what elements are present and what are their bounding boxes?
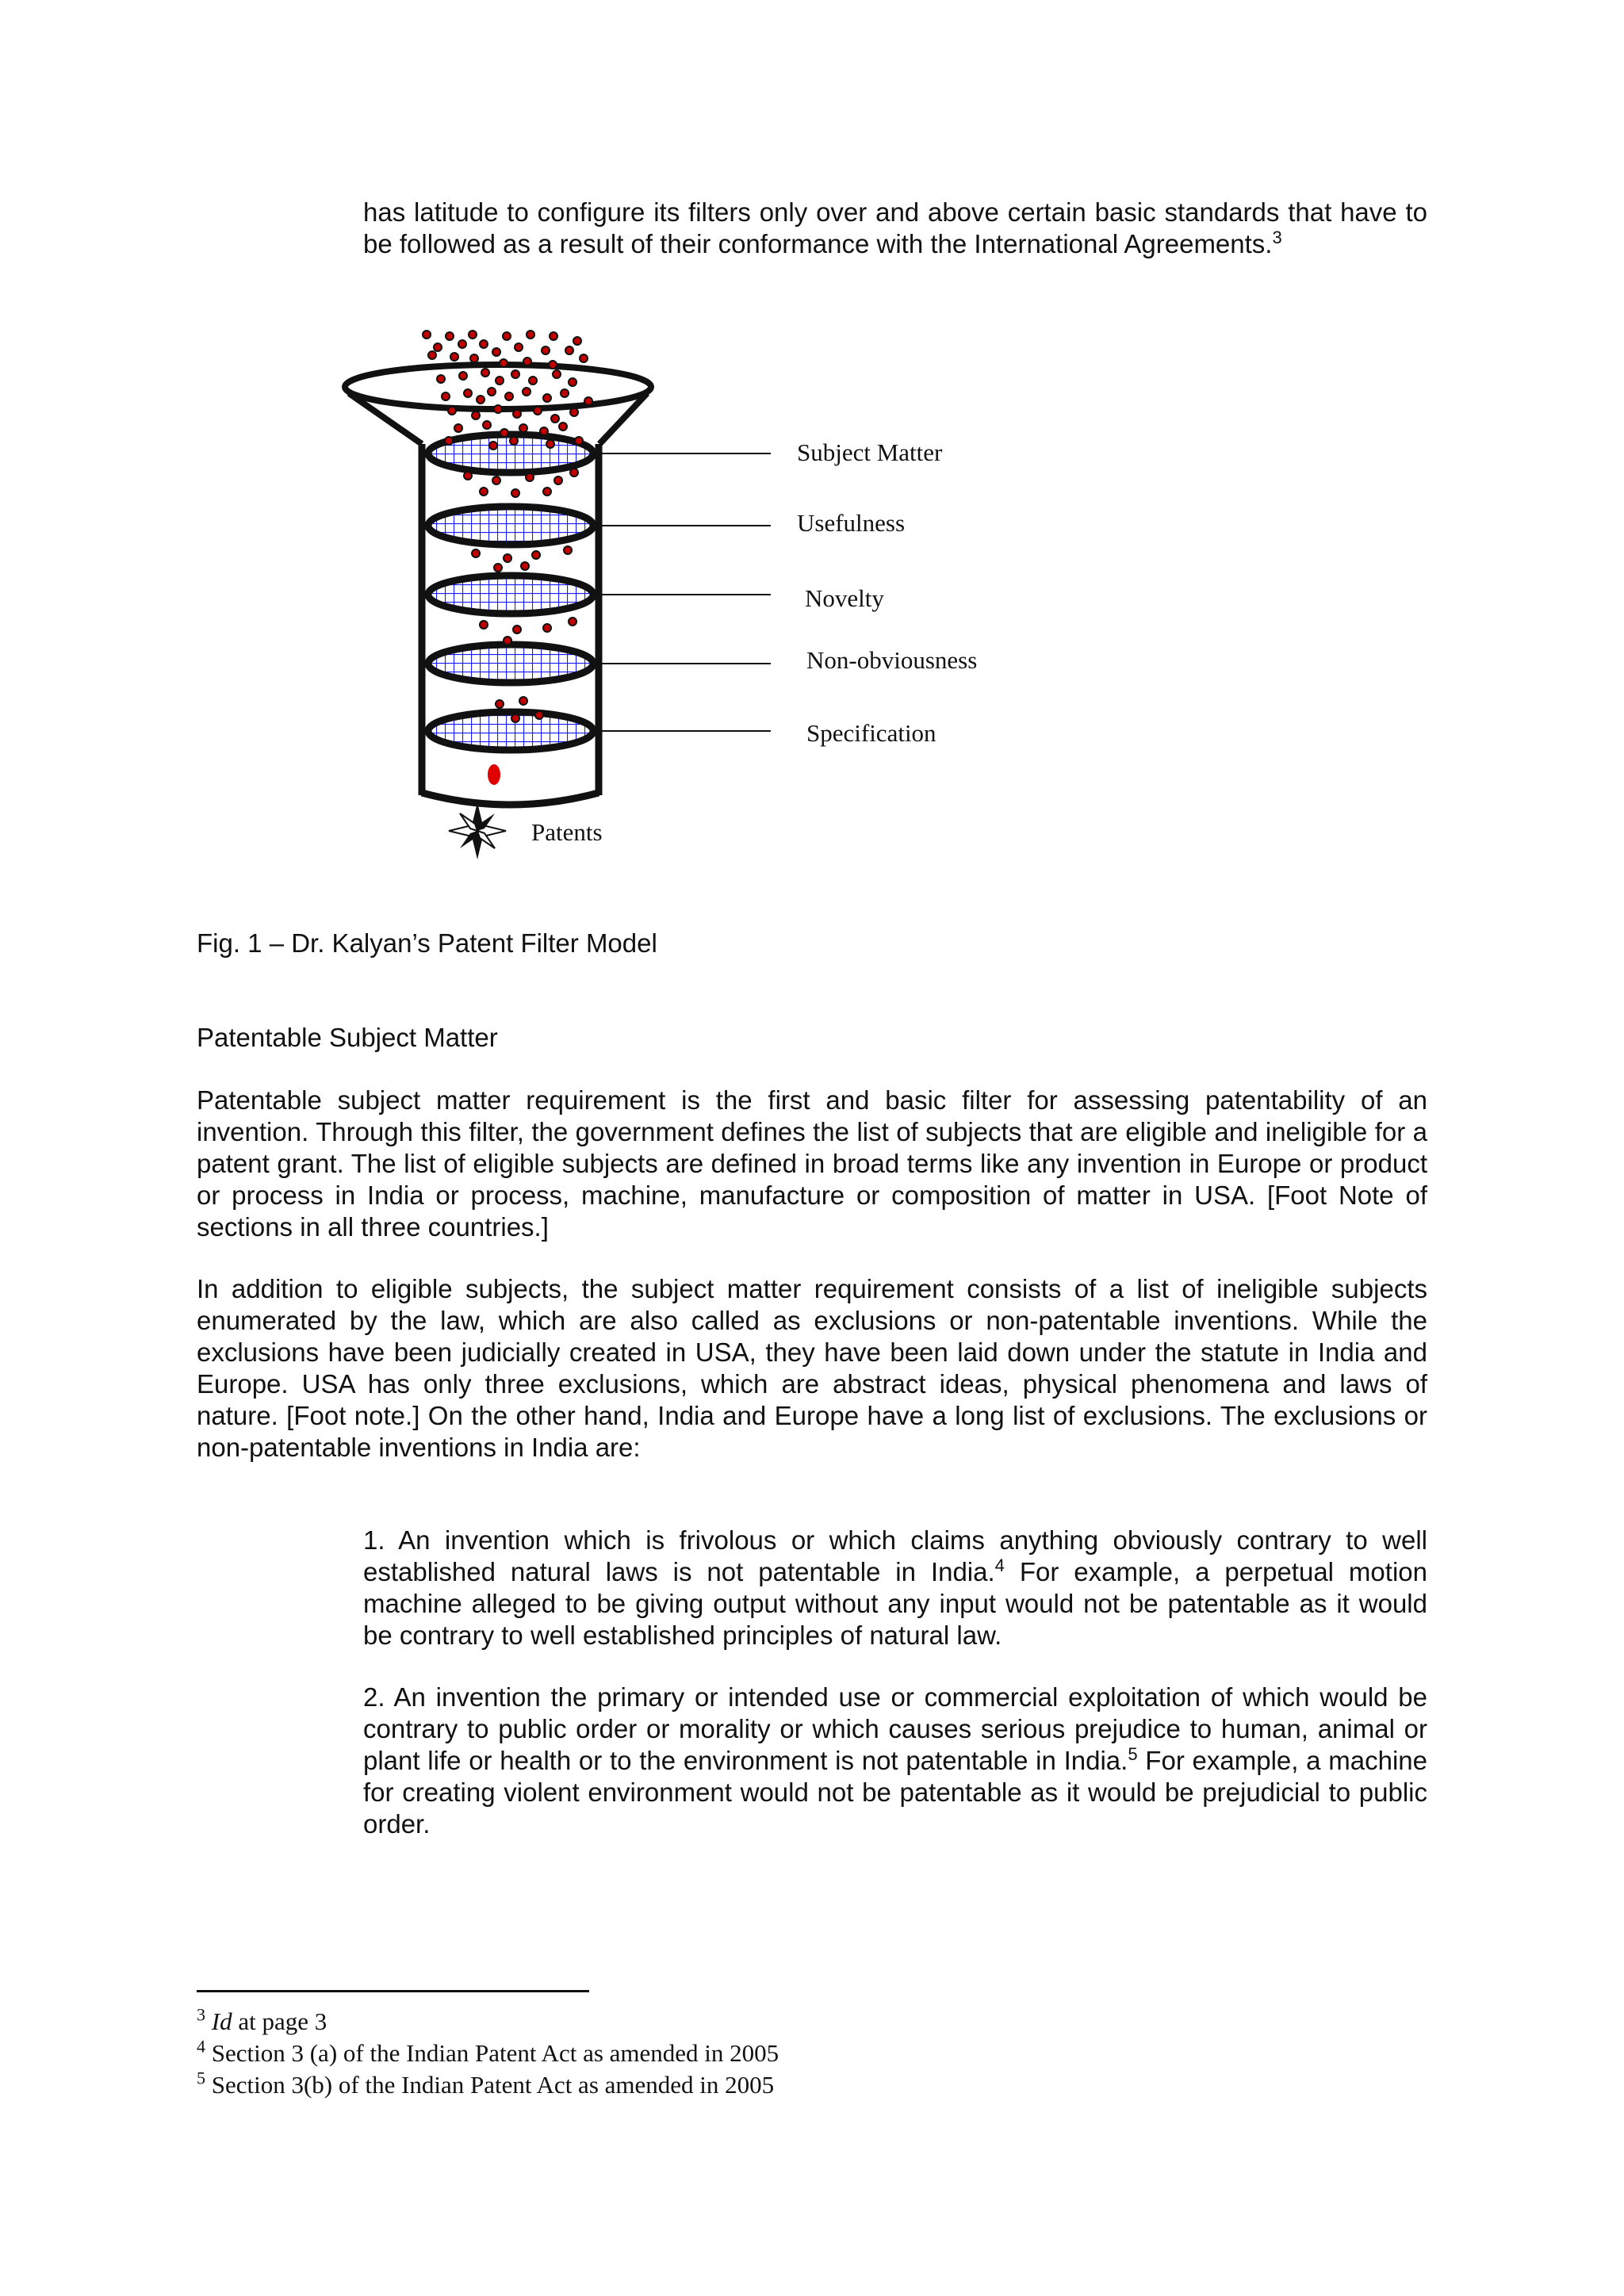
list-item-2 [363, 1682, 1427, 1840]
patent-output-particle [488, 764, 500, 785]
footnote-number: 5 [197, 2068, 205, 2088]
label-novelty: Novelty [805, 584, 884, 612]
footnote-separator [197, 1990, 589, 1992]
filter-usefulness [428, 507, 593, 545]
footnote-4 [197, 2038, 779, 2069]
label-non-obviousness: Non-obviousness [806, 646, 978, 674]
figure-caption: Fig. 1 – Dr. Kalyan’s Patent Filter Model [197, 928, 657, 958]
section-heading: Patentable Subject Matter [197, 1023, 498, 1052]
funnel-rim [345, 365, 651, 409]
label-patents: Patents [531, 818, 603, 846]
paragraph-2: In addition to eligible subjects, the subject matter requirement consists of a list of ineligible subjects enumerated by the law, which are also called as exclusions or non-patentable inventions. While the exclusions have been judicially created in USA, they have been laid down under the statute in India and Europe. USA has only three exclusions, which are abstract ideas, physical phenomena and laws of nature. [Foot note.] On the other hand, India and Europe have a long list of exclusions. The exclusions or non-patentable inventions in India are: [197, 1274, 1427, 1462]
list-item-1 [363, 1525, 1427, 1651]
list-item-2-example: For example, a machine for creating violent environment would not be patentable as it would be prejudicial to public order. [363, 1746, 1427, 1839]
footnote-text: at page 3 [232, 2007, 327, 2035]
footnote-italic: Id [211, 2007, 232, 2035]
label-specification: Specification [806, 719, 936, 747]
filter-novelty [428, 576, 593, 614]
label-subject-matter: Subject Matter [797, 438, 943, 466]
top-paragraph-text: has latitude to configure its filters only over and above certain basic standards that have to be followed as a result of their conformance with the International Agreements. [363, 197, 1427, 258]
top-paragraph [363, 197, 1427, 260]
footnote-text: Section 3 (a) of the Indian Patent Act as amended in 2005 [205, 2039, 779, 2067]
paragraph-1: Patentable subject matter requirement is the first and basic filter for assessing patentability of an invention. Through this filter, the government defines the list of subjects that are eligible and ineligible for a patent grant. The list of eligible subjects are defined in broad terms like any invention in Europe or product or process in India or process, machine, manufacture or composition of matter in USA. [Foot Note of sections in all three countries.] [197, 1085, 1427, 1242]
footnote-3 [197, 2006, 327, 2038]
footnote-ref-4: 4 [994, 1556, 1005, 1575]
list-item-1-text: 1. An invention which is frivolous or which claims anything obviously contrary to well established natural laws is not patentable in India. [363, 1525, 1427, 1586]
filter-non-obviousness [428, 645, 593, 683]
list-item-1-example: For example, a perpetual motion machine alleged to be giving output without any input would not be patentable as it would be contrary to well established principles of natural law. [363, 1557, 1427, 1650]
compass-star-icon [449, 802, 506, 859]
footnote-number: 3 [197, 2004, 205, 2025]
footnote-ref-3: 3 [1272, 228, 1282, 247]
filter-specification [428, 712, 593, 750]
list-item-2-text: 2. An invention the primary or intended use or commercial exploitation of which would be contrary to public order or morality or which causes serious prejudice to human, animal or plant life or health or to the environment is not patentable in India. [363, 1682, 1427, 1775]
footnote-text: Section 3(b) of the Indian Patent Act as amended in 2005 [205, 2071, 775, 2099]
footnote-5 [197, 2069, 774, 2101]
footnote-ref-5: 5 [1128, 1744, 1138, 1764]
patent-filter-figure [317, 317, 1031, 872]
label-usefulness: Usefulness [797, 509, 906, 537]
footnote-number: 4 [197, 2036, 205, 2057]
tube-bottom [422, 793, 599, 805]
